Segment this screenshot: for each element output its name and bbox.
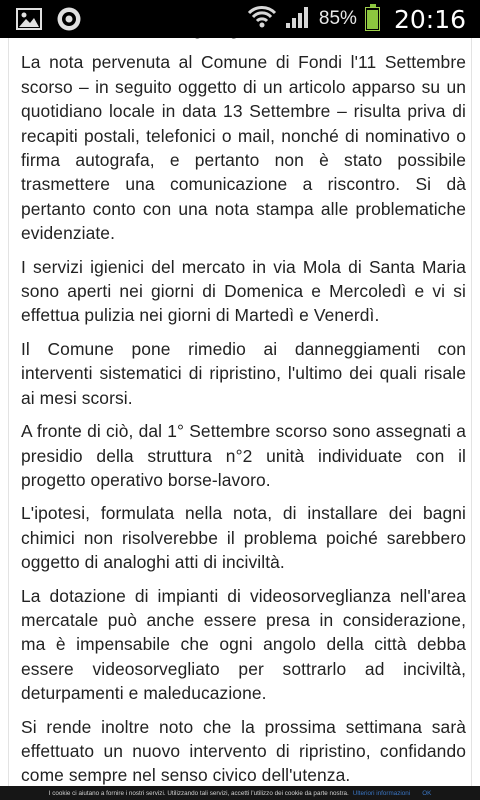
article-paragraph: Si rende inoltre noto che la prossima settimana sarà effettuato un nuovo intervento di ripristino, confidando come sempre nel senso civico dell'utenza. bbox=[21, 716, 466, 786]
cookie-info-link[interactable]: Ulteriori informazioni bbox=[352, 789, 411, 797]
clock: 20:16 bbox=[393, 4, 466, 34]
signal-icon bbox=[285, 5, 311, 33]
battery-icon bbox=[365, 7, 380, 31]
article-paragraph: Il Comune pone rimedio ai danneggiamenti con interventi sistematici di ripristino, l'ultimo dei quali risale ai mesi scorsi. bbox=[21, 338, 466, 408]
cookie-bar bbox=[0, 786, 480, 800]
article-paragraph: L'ipotesi, formulata nella nota, di installare dei bagni chimici non risolverebbe il problema poiché sarebbero oggetto di analoghi atti di inciviltà. bbox=[21, 503, 466, 573]
gallery-icon bbox=[16, 8, 42, 34]
cookie-text: I cookie ci aiutano a fornire i nostri servizi. Utilizzando tali servizi, accetti l'utilizzo dei cookie da parte nostra. bbox=[48, 789, 349, 797]
wifi-icon bbox=[247, 5, 277, 33]
article-paragraph: La dotazione di impianti di videosorveglianza nell'area mercatale può anche essere presa in considerazione, ma è impensabile che ogni angolo della città debba essere videosorvegliato per sottrarlo ad inciviltà, deturpamenti e maleducazione. bbox=[21, 585, 466, 704]
battery-percent: 85% bbox=[318, 8, 357, 29]
cookie-ok-button[interactable]: OK bbox=[422, 789, 432, 797]
article-paragraph: La nota pervenuta al Comune di Fondi l'11 Settembre scorso – in seguito oggetto di un articolo apparso su un quotidiano locale in data 13 Settembre – risulta priva di recapiti postali, telefonici o mail, nonché di nominativo o firma autografa, e pertanto non è stato possibile trasmettere una comunicazione a riscontro. Si dà pertanto conto con una nota stampa alle problematiche evidenziate. bbox=[21, 52, 466, 244]
status-bar bbox=[0, 0, 480, 38]
article-paragraph: A fronte di ciò, dal 1° Settembre scorso sono assegnati a presidio della struttura n°2 unità individuate con il progetto operativo borse-lavoro. bbox=[21, 421, 466, 490]
opera-icon bbox=[56, 6, 82, 36]
article-paragraph: I servizi igienici del mercato in via Mola di Santa Maria sono aperti nei giorni di Domenica e Mercoledì e vi si effettua pulizia nei giorni di Martedì e Venerdì. bbox=[21, 256, 466, 326]
article-view[interactable] bbox=[8, 38, 472, 786]
article-body bbox=[21, 17, 466, 797]
